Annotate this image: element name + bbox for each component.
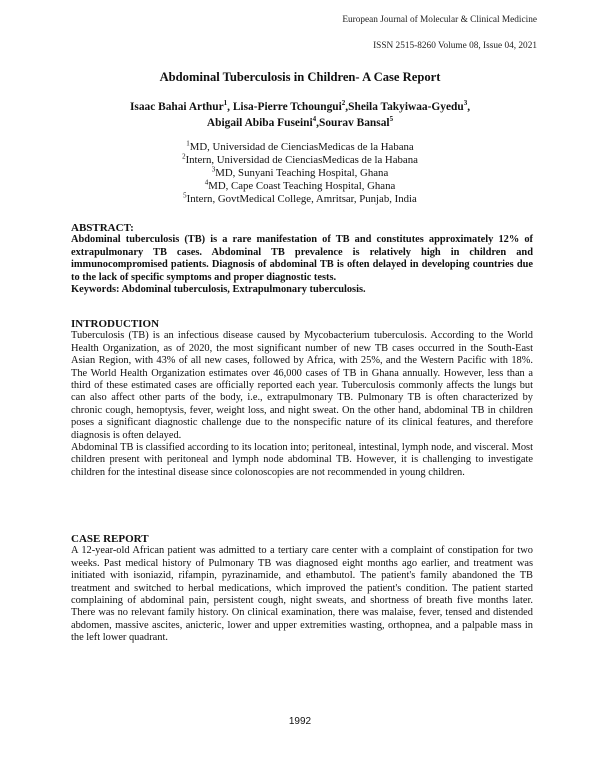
author-name: Sourav Bansal — [318, 117, 390, 129]
affiliation-text: MD, Cape Coast Teaching Hospital, Ghana — [208, 180, 396, 192]
author-name: Lisa-Pierre Tchoungui — [232, 101, 342, 113]
author-separator: , — [345, 101, 349, 113]
author-affiliation-mark: 4 — [312, 115, 317, 124]
journal-name: European Journal of Molecular & Clinical Medicine — [342, 15, 537, 25]
page-number: 1992 — [288, 716, 312, 727]
affiliation-1 — [0, 141, 600, 153]
author-affiliation-mark: 5 — [389, 115, 394, 124]
affiliation-text: MD, Universidad de CienciasMedicas de la Habana — [189, 141, 414, 153]
abstract-body: Abdominal tuberculosis (TB) is a rare manifestation of TB and constitutes approximately 12% of extrapulmonary TB cases. Abdominal TB prevalence is relatively high in children and immunocompromised patients. Diagnosis of abdominal TB is often delayed in developing countries due to the lack of specific symptoms and proper diagnostic tests. — [71, 234, 533, 283]
introduction-paragraph-2: Abdominal TB is classified according to its location into; peritoneal, intestinal, lymph node, and visceral. Most children present with peritoneal and lymph node abdominal TB. However, it is challenging to investigate children for the intestinal disease since colonoscopies are not recommended in young children. — [71, 442, 533, 478]
author-separator: , — [467, 101, 471, 113]
case-report-section — [71, 533, 533, 645]
affiliation-number: 5 — [183, 191, 187, 200]
author-line-2 — [0, 117, 600, 129]
abstract-heading: ABSTRACT: — [71, 222, 134, 234]
author-affiliation-mark: 3 — [463, 99, 468, 108]
affiliation-text: Intern, GovtMedical College, Amritsar, Punjab, India — [186, 193, 417, 205]
introduction-heading: INTRODUCTION — [71, 318, 160, 330]
author-line-1 — [0, 101, 600, 113]
affiliation-text: MD, Sunyani Teaching Hospital, Ghana — [215, 167, 389, 179]
affiliation-3 — [0, 167, 600, 179]
paper-title: Abdominal Tuberculosis in Children- A Case Report — [159, 70, 441, 84]
author-separator: , — [316, 117, 319, 129]
affiliation-2 — [0, 154, 600, 166]
affiliation-text: Intern, Universidad de CienciasMedicas de la Habana — [185, 154, 418, 166]
affiliation-number: 4 — [204, 178, 209, 187]
affiliation-5 — [0, 193, 600, 205]
author-separator: , — [227, 101, 233, 113]
abstract-keywords: Keywords: Abdominal tuberculosis, Extrapulmonary tuberculosis. — [71, 284, 366, 296]
affiliation-number: 1 — [186, 139, 190, 148]
author-affiliation-mark: 1 — [223, 99, 228, 108]
affiliation-number: 3 — [211, 165, 216, 174]
abstract-section — [71, 222, 533, 296]
case-report-paragraph: A 12-year-old African patient was admitted to a tertiary care center with a complaint of constipation for two weeks. Past medical history of Pulmonary TB was diagnosed eight months ago earlier, and treatment was initiated with isoniazid, rifampin, pyrazinamide, and ethambutol. The patient's family abandoned the TB treatment and switched to herbal medications, which improved the patient's condition. The patient started complaining of abdominal pain, persistent cough, night sweats, and shortness of breath five months later. There was no relevant family history. On clinical examination, there was malaise, fever, tensed and distended abdomen, massive ascites, anicteric, lower and upper extremities wasting, orthopnea, and a palpable mass in the left lower quadrant. — [71, 545, 533, 644]
author-affiliation-mark: 2 — [341, 99, 346, 108]
issn-volume-issue: ISSN 2515-8260 Volume 08, Issue 04, 2021 — [373, 41, 537, 51]
author-name: Abigail Abiba Fuseini — [206, 117, 313, 129]
case-report-heading: CASE REPORT — [71, 533, 149, 545]
author-name: Isaac Bahai Arthur — [129, 101, 224, 113]
introduction-section — [71, 318, 533, 479]
introduction-paragraph-1: Tuberculosis (TB) is an infectious disease caused by Mycobacterium tuberculosis. According to the World Health Organization, as of 2020, the most significant number of new TB cases occurred in the South-East Asian Region, with 43% of all new cases, followed by Africa, with 25%, and the Western Pacific with 18%. The World Health Organization estimates over 46,000 cases of TB in Ghana annually. However, less than a third of these estimated cases are officially reported each year. Tuberculosis commonly affects the lungs but can also affect other parts of the body, i.e., extrapulmonary TB. Pulmonary TB is often characterized by chronic cough, hemoptysis, fever, weight loss, and night sweat. On the other hand, abdominal TB in children poses a significant diagnostic challenge due to the nonspecific nature of its clinical features, and therefore diagnosis is often delayed. — [71, 330, 533, 441]
affiliation-number: 2 — [182, 152, 186, 161]
affiliation-4 — [0, 180, 600, 192]
author-name: Sheila Takyiwaa-Gyedu — [348, 101, 464, 113]
